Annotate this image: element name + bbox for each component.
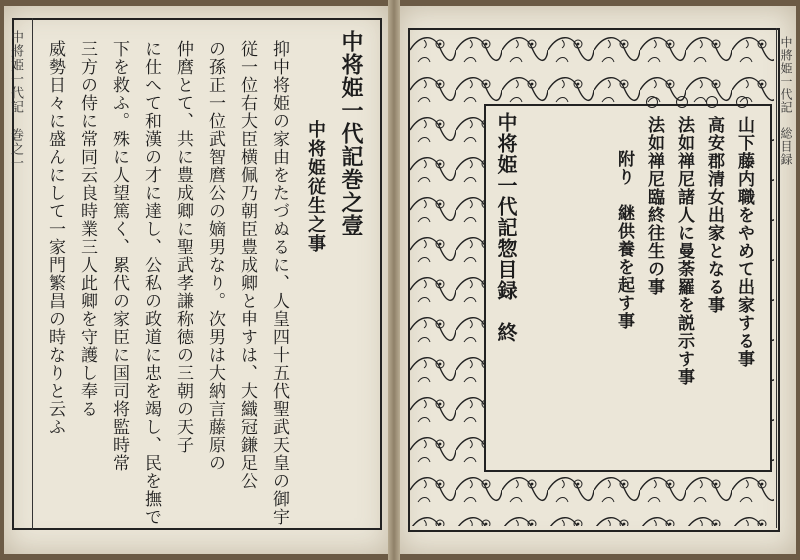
circle-marker [646,96,658,108]
contents-item: 附り 継供養を起す事 [614,150,634,330]
body-line: 従一位右大臣横佩乃朝臣豊成卿と申すは、大織冠鎌足公 [237,40,257,490]
contents-title: 中将姫一代記惣目録 終 [494,112,518,343]
body-line: 抑中将姫の家由をたづぬるに、人皇四十五代聖武天皇の御宇 [269,40,289,526]
chapter-subtitle: 中将姫従生之事 [305,120,326,253]
contents-item: 山下藤内職をやめて出家する事 [734,116,754,368]
chapter-title: 中将姫一代記巻之壹 [338,30,364,237]
body-line: に仕へて和漢の才に達し、公私の政道に忠を竭し、民を撫で [141,40,161,526]
right-spine-label: 中將姫一代記 総目録 [779,36,793,166]
contents-item: 法如禅尼臨終往生の事 [644,116,664,296]
body-line: の孫正一位武智麿公の嫡男なり。次男は大納言藤原の [205,40,225,472]
body-line: 下を救ふ。殊に人望篤く、累代の家臣に国司将監時常 [109,40,129,472]
body-line: 威勢日々に盛んにして一家門繁昌の時なりと云ふ [45,40,65,436]
contents-item: 法如禅尼諸人に曼荼羅を説示す事 [674,116,694,386]
circle-marker [736,96,748,108]
contents-item: 高安郡清女出家となる事 [704,116,724,314]
book-gutter [388,0,400,560]
circle-marker [676,96,688,108]
left-spine-label: 中將姫一代記 巻之一 [8,30,23,170]
body-line: 仲麿とて、共に豊成卿に聖武孝謙称徳の三朝の天子 [173,40,193,454]
circle-marker [706,96,718,108]
body-line: 三方の侍に常同云良時業三人此卿を守護し奉る [77,40,97,418]
left-page-frame [12,18,382,530]
